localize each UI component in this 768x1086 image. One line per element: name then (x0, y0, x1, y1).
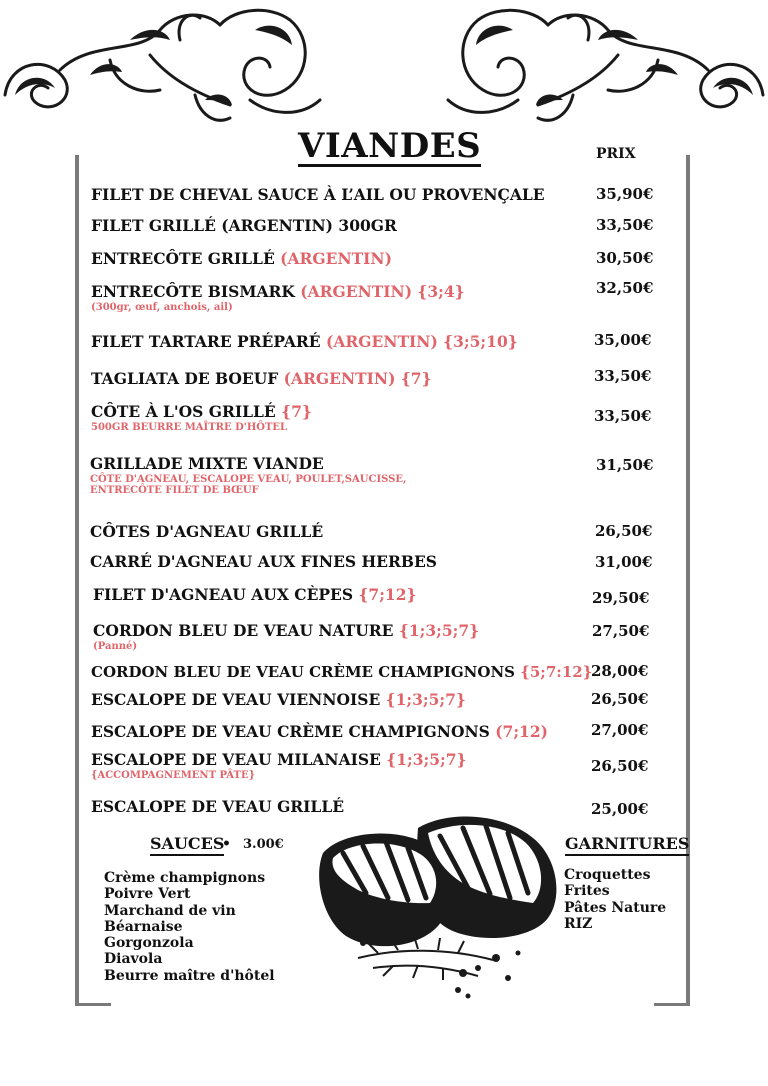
menu-item-name: ESCALOPE DE VEAU CRÈME CHAMPIGNONS (91, 722, 496, 741)
menu-item-origin-allergens: {7} (281, 402, 312, 421)
menu-item (91, 249, 654, 269)
menu-item-price: 26,50€ (595, 522, 653, 540)
garnitures-list (564, 867, 666, 932)
menu-item (91, 750, 651, 781)
menu-item-name: CÔTES D'AGNEAU GRILLÉ (90, 522, 324, 541)
price-column-header: PRIX (596, 146, 636, 162)
menu-item-name: ESCALOPE DE VEAU MILANAISE (91, 750, 387, 769)
menu-item (91, 216, 654, 236)
menu-item-price: 32,50€ (596, 279, 654, 297)
bullet-dot: • (222, 836, 231, 852)
menu-item (93, 621, 653, 652)
menu-item-origin-allergens: {5;7:12} (520, 663, 593, 681)
menu-item (90, 522, 653, 542)
menu-item-price: 31,50€ (596, 456, 654, 474)
menu-item-description: CÔTE D'AGNEAU, ESCALOPE VEAU, POULET,SAUCISSE, (90, 474, 407, 485)
sauce-item: Gorgonzola (104, 935, 194, 952)
frame-bottom-left (75, 1003, 111, 1006)
menu-item (91, 282, 651, 313)
sauces-list (104, 870, 275, 984)
sauce-item: Beurre maître d'hôtel (104, 967, 275, 984)
right-baroque-ornament (438, 0, 768, 140)
menu-item-name: CÔTE À L'OS GRILLÉ (91, 402, 282, 421)
menu-item-description: (Panné) (93, 641, 138, 652)
sauces-heading: SAUCES (150, 834, 224, 856)
garniture-item: RIZ (564, 915, 593, 932)
menu-item-price: 31,00€ (595, 553, 653, 571)
menu-item-name: CORDON BLEU DE VEAU NATURE (93, 621, 399, 640)
menu-item-price: 35,90€ (596, 185, 654, 203)
menu-item-origin-allergens: (ARGENTIN) (280, 249, 392, 268)
sauce-item: Crème champignons (104, 870, 266, 886)
menu-item-price: 35,00€ (594, 331, 652, 349)
sauce-item: Béarnaise (104, 918, 183, 935)
menu-item-origin-allergens: (ARGENTIN) {3;5;10} (326, 332, 518, 351)
frame-left-border (75, 155, 79, 1005)
menu-item-origin-allergens: {1;3;5;7} (385, 690, 466, 709)
menu-item-price: 27,50€ (592, 622, 650, 640)
garniture-item: Croquettes (564, 867, 651, 883)
menu-item-description: (300gr, œuf, anchois, ail) (91, 302, 233, 313)
menu-item (91, 402, 651, 433)
menu-item-price: 28,00€ (591, 662, 649, 680)
menu-item (90, 454, 650, 496)
menu-item-name: ENTRECÔTE BISMARK (91, 282, 301, 301)
menu-item (91, 369, 651, 389)
garnitures-heading: GARNITURES (565, 834, 689, 856)
menu-item (91, 722, 651, 742)
menu-item-name: FILET D'AGNEAU AUX CÈPES (93, 585, 359, 604)
menu-item-price: 25,00€ (591, 800, 649, 818)
sauce-item: Diavola (104, 951, 163, 968)
left-baroque-ornament (0, 0, 330, 140)
menu-item-price: 33,50€ (594, 367, 652, 385)
menu-item (91, 662, 651, 682)
garniture-item: Frites (564, 883, 610, 900)
frame-right-border (686, 155, 690, 1005)
menu-item (91, 690, 651, 710)
sauce-item: Marchand de vin (104, 902, 236, 919)
menu-item-name: ENTRECÔTE GRILLÉ (91, 249, 281, 268)
menu-item (90, 552, 653, 572)
menu-item-origin-allergens: (7;12) (495, 722, 548, 741)
menu-item-name: FILET DE CHEVAL SAUCE À L’AIL OU PROVENÇALE (91, 185, 545, 204)
menu-item-origin-allergens: {1;3;5;7} (386, 750, 467, 769)
page-title: VIANDES (298, 126, 482, 166)
menu-item-name: FILET GRILLÉ (ARGENTIN) 300GR (91, 216, 397, 235)
menu-item-price: 33,50€ (594, 407, 652, 425)
menu-item-name: ESCALOPE DE VEAU GRILLÉ (91, 797, 345, 816)
menu-item-origin-allergens: {7;12} (358, 585, 417, 604)
menu-item-name: TAGLIATA DE BOEUF (91, 369, 284, 388)
menu-item-description-line2: ENTRECÔTE FILET DE BŒUF (90, 485, 259, 496)
menu-item-price: 33,50€ (596, 216, 654, 234)
menu-item-name: GRILLADE MIXTE VIANDE (90, 454, 324, 473)
menu-item-name: CARRÉ D'AGNEAU AUX FINES HERBES (90, 552, 437, 571)
menu-item-origin-allergens: (ARGENTIN) {3;4} (300, 282, 465, 301)
menu-item-name: ESCALOPE DE VEAU VIENNOISE (91, 690, 386, 709)
menu-item-price: 27,00€ (591, 721, 649, 739)
menu-item-name: FILET TARTARE PRÉPARÉ (91, 332, 327, 351)
menu-item-price: 29,50€ (592, 589, 650, 607)
frame-bottom-right (654, 1003, 690, 1006)
menu-item-name: CORDON BLEU DE VEAU CRÈME CHAMPIGNONS (91, 663, 521, 681)
menu-item-origin-allergens: {1;3;5;7} (398, 621, 480, 640)
garniture-item: Pâtes Nature (564, 899, 667, 916)
menu-item (91, 185, 654, 205)
menu-item (93, 585, 653, 605)
menu-item-price: 26,50€ (591, 690, 649, 708)
grilled-steaks-illustration (318, 808, 568, 1003)
menu-item-description: {ACCOMPAGNEMENT PÂTE} (91, 770, 255, 781)
menu-item-price: 26,50€ (591, 757, 649, 775)
sauce-item: Poivre Vert (104, 886, 191, 903)
menu-item-price: 30,50€ (596, 249, 654, 267)
menu-item-description: 500GR BEURRE MAÎTRE D'HÔTEL (91, 422, 288, 433)
menu-item-origin-allergens: (ARGENTIN) {7} (283, 369, 432, 388)
menu-item (91, 332, 651, 352)
sauces-price: 3.00€ (243, 837, 284, 852)
